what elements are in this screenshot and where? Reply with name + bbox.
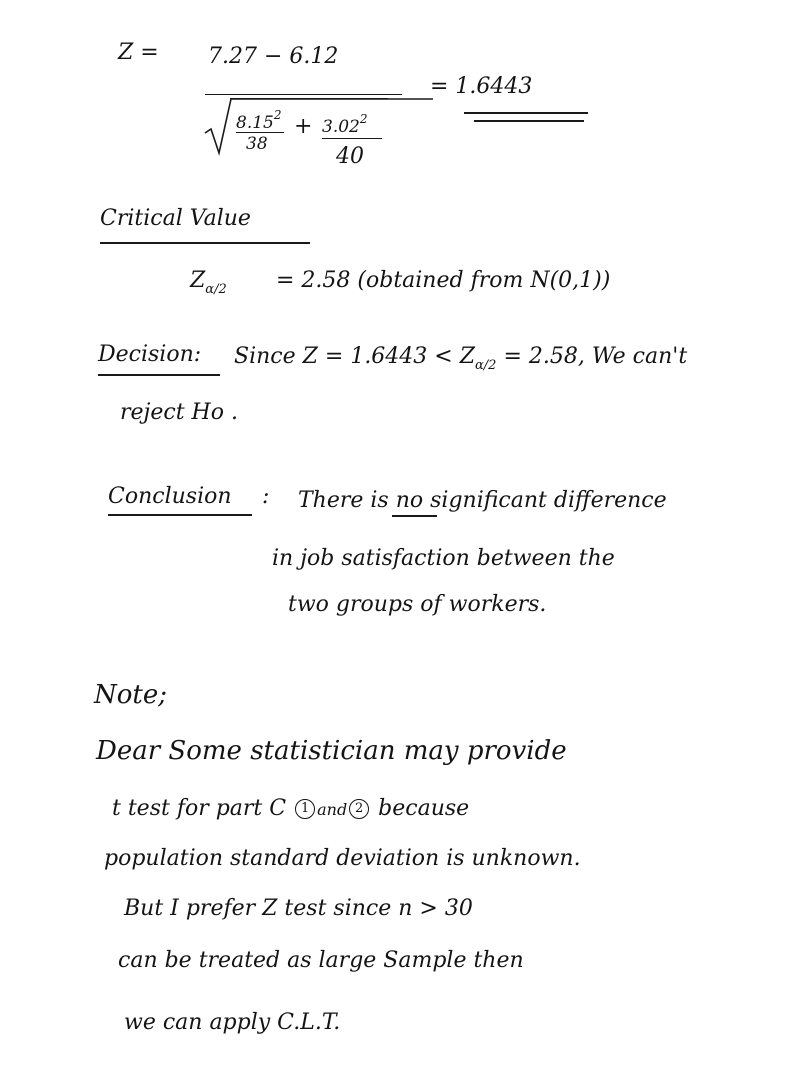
note-line-5: can be treated as large Sample then — [118, 948, 524, 973]
formula-numerator: 7.27 − 6.12 — [208, 44, 339, 69]
critical-z-alpha: $Z_{\alpha/2}$ — [190, 268, 227, 297]
decision-line-2: reject Ho . — [120, 400, 238, 425]
note-line-1: Dear Some statistician may provide — [96, 736, 567, 766]
critical-value-text: = 2.58 (obtained from N(0,1)) — [276, 268, 611, 293]
circled-1: 1 — [295, 799, 315, 819]
conclusion-line-2: in job satisfaction between the — [272, 546, 615, 571]
circled-2: 2 — [349, 799, 369, 819]
emphasis-underline — [392, 515, 437, 517]
conclusion-line-1: There is no significant difference — [298, 488, 667, 513]
conclusion-label-underline — [108, 514, 252, 516]
term1-fraction-bar — [236, 132, 284, 133]
decision-label: Decision: — [98, 342, 202, 367]
term2-fraction-bar — [322, 138, 382, 139]
term1-denominator: 38 — [246, 134, 268, 154]
result-double-underline-bottom — [474, 120, 584, 122]
result-double-underline-top — [464, 112, 588, 114]
plus-sign: + — [294, 114, 313, 139]
main-fraction-bar — [205, 94, 402, 95]
conclusion-label: Conclusion — [108, 484, 232, 509]
note-line-2: t test for part C 1 and 2 because — [112, 796, 470, 821]
term2-denominator: 40 — [336, 144, 364, 169]
critical-heading: Critical Value — [100, 206, 251, 231]
term1-numerator: 8.15$^2$ — [236, 108, 282, 133]
critical-heading-underline — [100, 242, 310, 244]
note-line-4: But I prefer Z test since n > 30 — [124, 896, 473, 921]
decision-line-1: Since $Z = 1.6443 < Z_{\alpha/2} = 2.58$, We can't — [234, 344, 688, 373]
note-line-6: we can apply C.L.T. — [124, 1010, 341, 1035]
decision-label-underline — [98, 374, 220, 376]
note-heading: Note; — [94, 680, 167, 710]
term2-numerator: 3.02$^2$ — [322, 112, 368, 137]
conclusion-line-3: two groups of workers. — [288, 592, 547, 617]
radical-overline — [230, 98, 388, 99]
square-root-icon — [203, 97, 233, 157]
formula-result: = 1.6443 — [430, 74, 533, 99]
note-line-3: population standard deviation is unknown. — [104, 846, 581, 871]
conclusion-colon: : — [262, 484, 270, 509]
formula-lhs: Z = — [118, 40, 159, 65]
